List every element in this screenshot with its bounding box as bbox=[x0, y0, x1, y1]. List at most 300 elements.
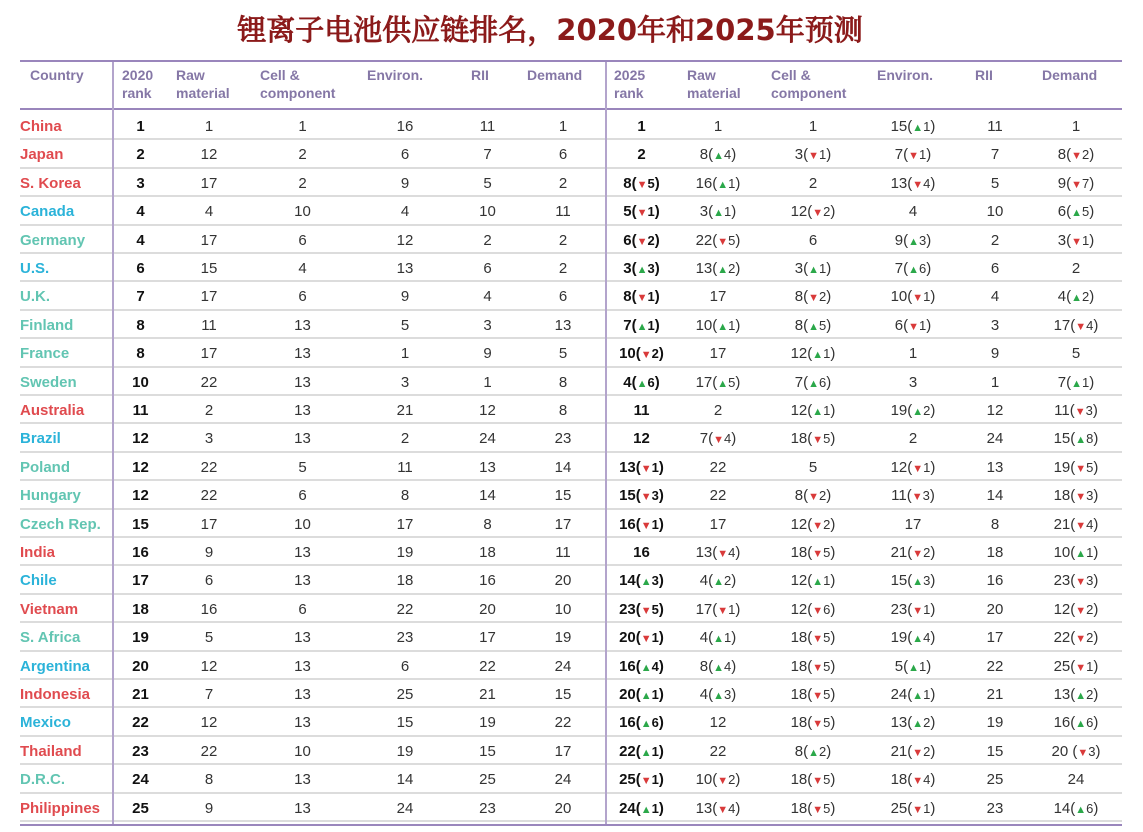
2025-raw-material-cell: 3(▲1) bbox=[699, 203, 737, 221]
2020-environ-cell: 1 bbox=[400, 345, 410, 363]
2020-environ-cell: 19 bbox=[396, 544, 414, 561]
header-2025-rank bbox=[614, 66, 645, 102]
2025-environ-cell: 10(▼1) bbox=[890, 288, 936, 306]
up-arrow-icon: ▲ bbox=[636, 377, 648, 390]
2025-raw-material-cell: 22(▼5) bbox=[695, 231, 741, 249]
2025-rii-cell: 23 bbox=[986, 799, 1004, 817]
2020-rii-cell: 12 bbox=[479, 402, 496, 419]
2025-raw-material-cell: 10(▼2) bbox=[695, 771, 741, 789]
2025-rank-cell: 22(▲1) bbox=[619, 742, 664, 760]
up-arrow-icon: ▲ bbox=[713, 207, 724, 220]
rank-value: 8 bbox=[699, 146, 709, 164]
rank-change: 1 bbox=[647, 204, 655, 220]
2020-demand-cell: 2 bbox=[558, 231, 568, 249]
rank-value: 6 bbox=[1057, 203, 1067, 221]
down-arrow-icon: ▼ bbox=[636, 178, 648, 191]
country-name: Finland bbox=[20, 316, 74, 334]
rank-change: 3 bbox=[1085, 403, 1093, 418]
2020-raw-material-cell: 9 bbox=[204, 544, 214, 561]
rank-value: 10 bbox=[890, 288, 908, 306]
rank-change: 1 bbox=[823, 573, 831, 589]
rank-change: 3 bbox=[922, 488, 930, 504]
2020-environ-cell: 9 bbox=[400, 288, 410, 306]
down-arrow-icon: ▼ bbox=[1075, 576, 1087, 589]
2025-cell-component-cell: 7(▲6) bbox=[794, 373, 832, 391]
rank-value: 23 bbox=[890, 600, 908, 618]
up-arrow-icon: ▲ bbox=[1071, 292, 1082, 305]
country-name: China bbox=[20, 118, 62, 135]
2020-cell-component-cell: 6 bbox=[298, 487, 307, 505]
2025-rii-cell: 3 bbox=[990, 316, 1000, 334]
down-arrow-icon: ▼ bbox=[636, 207, 648, 220]
2025-rii-cell: 12 bbox=[986, 402, 1004, 419]
2025-raw-material-cell: 8(▲4) bbox=[699, 657, 737, 675]
up-arrow-icon: ▲ bbox=[808, 377, 819, 390]
2025-rank-cell: 23(▼5) bbox=[619, 600, 664, 618]
up-arrow-icon: ▲ bbox=[808, 264, 819, 276]
2020-cell-component-cell: 5 bbox=[298, 458, 307, 476]
2020-rii-cell: 21 bbox=[479, 686, 496, 703]
header-text: rank bbox=[614, 85, 644, 101]
down-arrow-icon: ▼ bbox=[808, 150, 819, 163]
2020-cell-component-cell: 1 bbox=[298, 118, 307, 135]
2025-rank-cell: 20(▼1) bbox=[619, 629, 664, 647]
down-arrow-icon: ▼ bbox=[808, 491, 819, 504]
up-arrow-icon: ▲ bbox=[812, 349, 824, 362]
2025-cell-component-cell: 18(▼5) bbox=[790, 771, 836, 789]
down-arrow-icon: ▼ bbox=[812, 718, 824, 731]
2025-rii-cell: 18 bbox=[986, 544, 1004, 561]
up-arrow-icon: ▲ bbox=[908, 235, 919, 248]
down-arrow-icon: ▼ bbox=[911, 491, 923, 504]
2020-cell-component-cell: 10 bbox=[294, 515, 311, 533]
2020-rank-cell: 24 bbox=[132, 771, 149, 789]
2020-rii-cell: 4 bbox=[483, 288, 492, 306]
2020-environ-cell: 9 bbox=[400, 174, 410, 192]
rank-change: 2 bbox=[923, 715, 931, 731]
rank-change: 1 bbox=[923, 119, 931, 134]
rank-change: 4 bbox=[651, 658, 659, 674]
2025-rank-cell: 11 bbox=[633, 402, 650, 419]
2020-rii-cell: 19 bbox=[479, 714, 496, 732]
country-name: France bbox=[20, 345, 70, 363]
rank-change: 5 bbox=[823, 431, 831, 447]
down-arrow-icon: ▼ bbox=[912, 775, 924, 788]
down-arrow-icon: ▼ bbox=[808, 292, 819, 305]
2020-cell-component-cell: 10 bbox=[294, 203, 311, 221]
2025-cell-component-cell: 18(▼5) bbox=[790, 714, 836, 732]
rank-change: 1 bbox=[651, 459, 659, 475]
2025-raw-material-cell: 17(▲5) bbox=[695, 373, 741, 391]
2020-rii-cell: 9 bbox=[483, 345, 492, 363]
2025-demand-cell: 21(▼4) bbox=[1053, 515, 1099, 533]
2020-cell-component-cell: 13 bbox=[294, 714, 311, 732]
2020-raw-material-cell: 8 bbox=[204, 771, 214, 789]
rank-value: 16 bbox=[695, 174, 713, 192]
2025-cell-component-cell: 6 bbox=[808, 231, 818, 249]
2020-raw-material-cell: 12 bbox=[200, 657, 218, 675]
rank-change: 6 bbox=[1086, 715, 1094, 731]
table-row bbox=[20, 368, 1122, 396]
down-arrow-icon: ▼ bbox=[812, 548, 824, 560]
rank-change: 1 bbox=[651, 772, 659, 788]
up-arrow-icon: ▲ bbox=[1071, 207, 1082, 220]
rank-change: 2 bbox=[823, 204, 831, 220]
2025-rank-cell: 4(▲6) bbox=[623, 373, 660, 391]
country-name: Vietnam bbox=[20, 600, 79, 618]
rank-value: 22 bbox=[1053, 629, 1071, 647]
rank-change: 1 bbox=[923, 687, 931, 702]
2020-demand-cell: 2 bbox=[558, 260, 568, 277]
country-name: Indonesia bbox=[20, 686, 91, 703]
2020-rii-cell: 8 bbox=[483, 515, 492, 533]
2025-cell-component-cell: 18(▼5) bbox=[790, 629, 836, 647]
rank-change: 4 bbox=[724, 147, 732, 163]
rank-value: 7 bbox=[894, 146, 904, 164]
rank-value: 15 bbox=[1053, 430, 1071, 448]
rank-change: 2 bbox=[728, 261, 736, 276]
2020-rii-cell: 17 bbox=[479, 629, 496, 647]
up-arrow-icon: ▲ bbox=[713, 150, 724, 163]
down-arrow-icon: ▼ bbox=[717, 235, 729, 248]
2025-cell-component-cell: 8(▲2) bbox=[794, 742, 832, 760]
rank-value: 7 bbox=[1057, 373, 1067, 391]
table-row bbox=[20, 226, 1122, 254]
2025-rank-cell: 20(▲1) bbox=[619, 686, 664, 703]
2025-rii-cell: 22 bbox=[986, 657, 1004, 675]
rank-value: 8 bbox=[794, 742, 804, 760]
rank-change: 4 bbox=[923, 175, 931, 191]
up-arrow-icon: ▲ bbox=[812, 406, 824, 418]
up-arrow-icon: ▲ bbox=[1075, 803, 1087, 816]
2020-raw-material-cell: 22 bbox=[200, 458, 218, 476]
2025-rank-cell: 15(▼3) bbox=[619, 487, 664, 505]
2025-environ-cell: 13(▼4) bbox=[890, 174, 936, 192]
2020-demand-cell: 17 bbox=[554, 742, 572, 760]
rank-value: 21 bbox=[1053, 515, 1071, 533]
2020-cell-component-cell: 4 bbox=[298, 260, 307, 277]
2025-demand-cell: 24 bbox=[1067, 771, 1085, 789]
rank-change: 3 bbox=[1086, 573, 1094, 589]
2020-demand-cell: 20 bbox=[554, 799, 572, 817]
down-arrow-icon: ▼ bbox=[636, 292, 648, 305]
rank-value: 13 bbox=[1053, 686, 1071, 703]
2025-rank-cell: 3(▲3) bbox=[623, 260, 660, 277]
country-name: Mexico bbox=[20, 714, 71, 732]
rank-change: 1 bbox=[728, 317, 736, 333]
2020-cell-component-cell: 2 bbox=[298, 146, 307, 164]
2020-demand-cell: 22 bbox=[554, 714, 572, 732]
up-arrow-icon: ▲ bbox=[717, 178, 729, 191]
rank-value: 13 bbox=[890, 714, 908, 732]
2025-rank-cell: 12 bbox=[633, 430, 650, 448]
country-name: S. Africa bbox=[20, 629, 81, 647]
rank-value: 13 bbox=[695, 544, 713, 561]
rank-change: 1 bbox=[923, 601, 931, 617]
down-arrow-icon: ▼ bbox=[908, 150, 919, 163]
table-row bbox=[20, 538, 1122, 566]
rank-value: 12 bbox=[790, 600, 808, 618]
2025-raw-material-cell: 17 bbox=[709, 288, 727, 306]
rank-value: 12 bbox=[790, 402, 808, 419]
2020-rank-cell: 21 bbox=[132, 686, 149, 703]
down-arrow-icon: ▼ bbox=[812, 207, 824, 220]
header-environ-2020: Environ. bbox=[367, 67, 424, 83]
rank-change: 2 bbox=[651, 346, 659, 362]
2020-raw-material-cell: 15 bbox=[200, 260, 218, 277]
rank-change: 3 bbox=[724, 687, 732, 702]
2025-rii-cell: 4 bbox=[990, 288, 1000, 306]
2025-environ-cell: 12(▼1) bbox=[890, 458, 936, 476]
header-text: Raw bbox=[176, 67, 205, 83]
rank-change: 1 bbox=[1082, 374, 1090, 390]
2025-rank-cell: 24(▲1) bbox=[619, 799, 664, 817]
table-row bbox=[20, 282, 1122, 310]
rank-value: 3 bbox=[794, 260, 804, 277]
up-arrow-icon: ▲ bbox=[713, 576, 724, 589]
2025-raw-material-cell: 4(▲1) bbox=[699, 629, 737, 647]
table-row bbox=[20, 680, 1122, 708]
header-text: rank bbox=[122, 85, 152, 101]
2020-cell-component-cell: 13 bbox=[294, 799, 311, 817]
down-arrow-icon: ▼ bbox=[908, 320, 919, 333]
rank-change: 3 bbox=[1088, 743, 1096, 759]
rank-change: 5 bbox=[823, 658, 831, 674]
2020-rank-cell: 4 bbox=[136, 231, 145, 249]
2020-rank-cell: 17 bbox=[132, 572, 149, 590]
down-arrow-icon: ▼ bbox=[912, 746, 924, 759]
rank-value: 11 bbox=[891, 487, 907, 505]
2020-cell-component-cell: 13 bbox=[294, 544, 311, 561]
rank-value: 23 bbox=[1053, 572, 1071, 590]
2020-raw-material-cell: 22 bbox=[200, 742, 218, 760]
2020-environ-cell: 17 bbox=[396, 515, 414, 533]
2020-rii-cell: 20 bbox=[479, 600, 496, 618]
rank-value: 15 bbox=[890, 118, 908, 135]
2025-cell-component-cell: 18(▼5) bbox=[790, 799, 836, 817]
down-arrow-icon: ▼ bbox=[812, 633, 824, 646]
2025-rii-cell: 6 bbox=[990, 260, 1000, 277]
2020-rank-cell: 22 bbox=[132, 714, 149, 732]
2020-rii-cell: 1 bbox=[483, 373, 492, 391]
rank-change: 4 bbox=[724, 431, 732, 447]
up-arrow-icon: ▲ bbox=[636, 320, 648, 333]
table-row bbox=[20, 794, 1122, 822]
rank-change: 2 bbox=[923, 403, 931, 418]
rank-change: 5 bbox=[819, 317, 827, 333]
2025-demand-cell: 7(▲1) bbox=[1057, 373, 1095, 391]
2020-rii-cell: 3 bbox=[483, 316, 492, 334]
table-row bbox=[20, 396, 1122, 424]
down-arrow-icon: ▼ bbox=[1075, 462, 1087, 475]
down-arrow-icon: ▼ bbox=[717, 775, 729, 788]
2020-environ-cell: 19 bbox=[396, 742, 414, 760]
rank-change: 2 bbox=[819, 488, 827, 504]
2025-environ-cell: 21(▼2) bbox=[890, 544, 936, 561]
2020-rank-cell: 11 bbox=[132, 402, 149, 419]
table-row bbox=[20, 254, 1122, 282]
rank-change: 3 bbox=[919, 232, 927, 248]
2020-environ-cell: 18 bbox=[396, 572, 414, 590]
2020-rii-cell: 2 bbox=[483, 231, 492, 249]
rank-value: 13 bbox=[890, 174, 908, 192]
rank-value: 20 bbox=[1051, 742, 1073, 760]
rank-change: 2 bbox=[923, 545, 931, 560]
2020-raw-material-cell: 12 bbox=[200, 714, 218, 732]
2020-rank-cell: 19 bbox=[132, 629, 149, 647]
table-row bbox=[20, 112, 1122, 140]
rank-change: 1 bbox=[819, 261, 827, 276]
rank-change: 1 bbox=[823, 346, 831, 362]
rank-value: 18 bbox=[790, 799, 808, 817]
country-name: Hungary bbox=[20, 487, 81, 505]
rank-change: 1 bbox=[923, 800, 931, 816]
2020-environ-cell: 2 bbox=[400, 430, 410, 448]
down-arrow-icon: ▼ bbox=[1075, 661, 1087, 674]
rank-value: 3 bbox=[794, 146, 804, 164]
2025-demand-cell: 14(▲6) bbox=[1053, 799, 1099, 817]
rank-change: 5 bbox=[823, 800, 831, 816]
rank-change: 1 bbox=[651, 687, 659, 702]
2020-demand-cell: 10 bbox=[554, 600, 572, 618]
rank-value: 17 bbox=[1053, 316, 1071, 334]
2025-cell-component-cell: 18(▼5) bbox=[790, 430, 836, 448]
2020-cell-component-cell: 2 bbox=[298, 174, 307, 192]
2025-cell-component-cell: 1 bbox=[808, 118, 818, 135]
2025-environ-cell: 17 bbox=[904, 515, 922, 533]
rank-value: 18 bbox=[790, 544, 808, 561]
down-arrow-icon: ▼ bbox=[640, 491, 652, 504]
2020-rii-cell: 13 bbox=[479, 458, 496, 476]
2025-rii-cell: 14 bbox=[986, 487, 1004, 505]
2020-cell-component-cell: 6 bbox=[298, 600, 307, 618]
2025-demand-cell: 19(▼5) bbox=[1053, 458, 1099, 476]
up-arrow-icon: ▲ bbox=[717, 320, 729, 333]
2025-rank-cell: 14(▲3) bbox=[619, 572, 664, 590]
rank-value: 18 bbox=[790, 771, 808, 789]
rank-value: 17 bbox=[695, 600, 713, 618]
2025-demand-cell: 11(▼3) bbox=[1054, 402, 1098, 419]
2025-rank-cell: 2 bbox=[637, 146, 646, 164]
2020-demand-cell: 11 bbox=[555, 544, 571, 561]
rank-change: 5 bbox=[823, 687, 831, 702]
rank-change: 5 bbox=[823, 630, 831, 646]
rank-value: 9 bbox=[894, 231, 904, 249]
rank-value: 25 bbox=[619, 771, 636, 789]
down-arrow-icon: ▼ bbox=[1074, 406, 1086, 418]
2020-cell-component-cell: 13 bbox=[294, 572, 311, 590]
rank-change: 1 bbox=[651, 743, 659, 759]
2025-environ-cell: 9(▲3) bbox=[894, 231, 932, 249]
down-arrow-icon: ▼ bbox=[812, 690, 824, 702]
country-name: U.K. bbox=[20, 288, 50, 306]
table-row bbox=[20, 765, 1122, 793]
2025-cell-component-cell: 8(▲5) bbox=[794, 316, 832, 334]
2025-demand-cell: 17(▼4) bbox=[1053, 316, 1099, 334]
rank-value: 15 bbox=[890, 572, 908, 590]
up-arrow-icon: ▲ bbox=[640, 690, 652, 702]
2025-cell-component-cell: 12(▲1) bbox=[790, 402, 836, 419]
rank-change: 3 bbox=[651, 573, 659, 589]
down-arrow-icon: ▼ bbox=[1075, 491, 1087, 504]
rank-change: 3 bbox=[647, 261, 655, 276]
down-arrow-icon: ▼ bbox=[717, 548, 729, 560]
rank-value: 8 bbox=[699, 657, 709, 675]
2025-environ-cell: 1 bbox=[908, 345, 918, 363]
down-arrow-icon: ▼ bbox=[640, 462, 652, 475]
2025-environ-cell: 15(▲1) bbox=[890, 118, 936, 135]
2025-rii-cell: 10 bbox=[986, 203, 1004, 221]
2025-rank-cell: 25(▼1) bbox=[619, 771, 664, 789]
rank-change: 1 bbox=[724, 204, 732, 220]
2025-demand-cell: 4(▲2) bbox=[1057, 288, 1095, 306]
2020-raw-material-cell: 17 bbox=[200, 515, 218, 533]
rank-value: 18 bbox=[790, 714, 808, 732]
2020-rank-cell: 8 bbox=[136, 316, 145, 334]
divider-2025 bbox=[605, 62, 607, 824]
2020-demand-cell: 19 bbox=[554, 629, 572, 647]
down-arrow-icon: ▼ bbox=[912, 178, 924, 191]
header-raw-2020 bbox=[176, 66, 230, 102]
rank-value: 5 bbox=[623, 203, 632, 221]
2025-cell-component-cell: 3(▼1) bbox=[794, 146, 832, 164]
rank-change: 4 bbox=[728, 545, 736, 560]
2020-demand-cell: 13 bbox=[554, 316, 572, 334]
2025-rank-cell: 8(▼5) bbox=[623, 174, 660, 192]
2025-rii-cell: 16 bbox=[986, 572, 1004, 590]
rank-value: 3 bbox=[623, 260, 632, 277]
2020-raw-material-cell: 17 bbox=[200, 174, 218, 192]
2025-environ-cell: 13(▲2) bbox=[890, 714, 936, 732]
2020-rank-cell: 3 bbox=[136, 174, 145, 192]
rank-value: 22 bbox=[695, 231, 713, 249]
2020-environ-cell: 24 bbox=[396, 799, 414, 817]
rank-value: 12 bbox=[790, 515, 808, 533]
2020-raw-material-cell: 22 bbox=[200, 487, 218, 505]
rank-value: 18 bbox=[790, 657, 808, 675]
2025-demand-cell: 10(▲1) bbox=[1053, 544, 1099, 561]
2020-rii-cell: 15 bbox=[479, 742, 496, 760]
2020-raw-material-cell: 5 bbox=[204, 629, 214, 647]
2025-demand-cell: 22(▼2) bbox=[1053, 629, 1099, 647]
header-demand-2025: Demand bbox=[1042, 67, 1098, 83]
down-arrow-icon: ▼ bbox=[713, 434, 724, 447]
2025-raw-material-cell: 12 bbox=[709, 714, 727, 732]
rank-value: 24 bbox=[619, 799, 636, 817]
2025-demand-cell: 15(▲8) bbox=[1053, 430, 1099, 448]
2020-rank-cell: 6 bbox=[136, 260, 145, 277]
header-text: component bbox=[260, 85, 336, 101]
2025-demand-cell: 16(▲6) bbox=[1053, 714, 1099, 732]
rank-value: 5 bbox=[894, 657, 904, 675]
up-arrow-icon: ▲ bbox=[1075, 718, 1087, 731]
rank-value: 8 bbox=[623, 288, 632, 306]
2025-environ-cell: 24(▲1) bbox=[890, 686, 936, 703]
2020-raw-material-cell: 7 bbox=[204, 686, 214, 703]
header-text: 2025 bbox=[614, 67, 646, 83]
2025-cell-component-cell: 18(▼5) bbox=[790, 686, 836, 703]
2020-environ-cell: 16 bbox=[396, 118, 414, 135]
2020-environ-cell: 25 bbox=[396, 686, 414, 703]
rank-change: 2 bbox=[724, 573, 732, 589]
2025-environ-cell: 19(▲4) bbox=[890, 629, 936, 647]
table-row bbox=[20, 595, 1122, 623]
rank-value: 10 bbox=[1053, 544, 1071, 561]
rank-change: 2 bbox=[823, 516, 831, 532]
2020-environ-cell: 3 bbox=[400, 373, 410, 391]
2025-environ-cell: 15(▲3) bbox=[890, 572, 936, 590]
rank-value: 12 bbox=[790, 345, 808, 363]
